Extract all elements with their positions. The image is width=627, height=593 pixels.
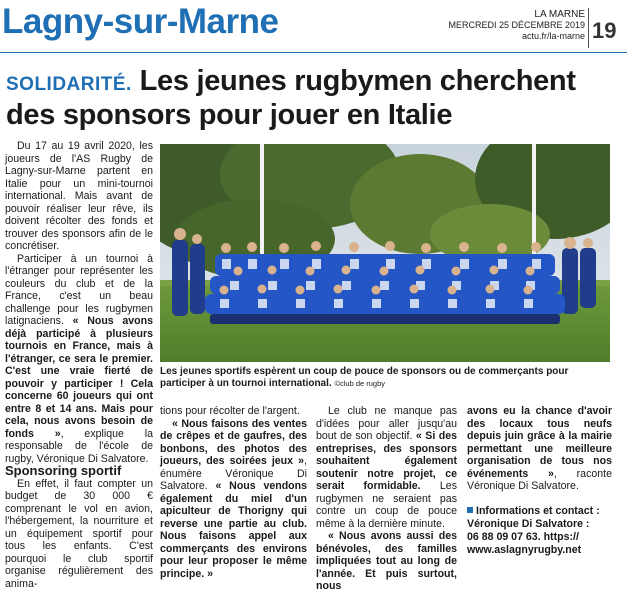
bullet-square-icon [467, 507, 473, 513]
article-headline [6, 66, 624, 131]
paragraph-volunteers [316, 530, 457, 593]
article-column-2 [160, 405, 307, 580]
contact-website: www.aslagnyrugby.net [467, 543, 582, 556]
article-title: Les jeunes rugbymen cherchent des sponsors pour jouer en Italie [6, 65, 576, 131]
quote-text: « Nous avons aussi des bénévoles, des familles impliquées tout au long de l'année. Et puis surtout, nous [316, 530, 457, 592]
paragraph-text: , explique la responsable de l'école de rugby, Véronique Di Salvatore. [5, 427, 154, 465]
paragraph-text: , énumère Véronique Di Salvatore. [160, 455, 307, 492]
contact-label: Informations et contact : [476, 504, 600, 517]
page-number: 19 [592, 18, 617, 43]
article-column-4 [467, 405, 612, 557]
paragraph-text: Les rugbymen ne seraient pas contre un coup de pouce même à la dernière minute. [316, 480, 457, 530]
team-photo [160, 144, 610, 362]
article-column-3 [316, 405, 457, 593]
caption-text: Les jeunes sportifs espèrent un coup de pouce de sponsors ou de commerçants pour participer à un tournoi international. [160, 366, 569, 389]
quote-text: « Si des entreprises, des sponsors souhaitent également soutenir notre projet, ce serait formidable. [316, 430, 458, 492]
paragraph-ideas [316, 405, 457, 530]
contact-name: Véronique Di Salvatore : [467, 517, 590, 530]
paragraph-text: , raconte Véronique Di Salvatore. [467, 467, 612, 492]
paragraph-budget: En effet, il faut compter un budget de 30 000 € comprenant le vol en avion, l'hébergement, la nourriture et un équipement sportif pour tous les enfants. C'est pourquoi le club sportif organise régulièrement des anima- [5, 477, 153, 590]
quote-text: « Nous vendons également du miel d'un apiculteur de Thorigny qui reverse une partie au club. Nous faisons appel aux commerçants des environs pour leur proposer le même principe. » [160, 480, 307, 580]
quote-text: « Nous avons déjà participé à plusieurs tournois en France, mais à l'étranger, ce sera le premier. C'est une vraie fierté de pouvoir y participer ! Cela concerne 60 joueurs qui ont entre 8 et 14 ans. Mais pour cela, nous avons besoin de fonds » [5, 315, 153, 440]
team-photo-illustration [160, 144, 610, 362]
subheading: Sponsoring sportif [5, 463, 122, 478]
paragraph-sales [160, 418, 307, 581]
article-column-1 [5, 140, 153, 590]
contact-info [467, 505, 612, 557]
quote-text: « Nous faisons des ventes de crêpes et de gaufres, des bonbons, des photos des joueurs, des soirées jeux » [160, 417, 307, 467]
quote-text: avons eu la chance d'avoir des locaux tous neufs depuis juin grâce à la mairie permettant une meilleure organisation de tous nos événements » [467, 405, 612, 480]
paper-name: LA MARNE [534, 9, 585, 20]
paragraph-premises [467, 405, 612, 493]
photo-caption [160, 366, 610, 390]
paragraph-text: Le club ne manque pas d'idées pour aller jusqu'au bout de son objectif. [316, 405, 457, 442]
city-heading: Lagny-sur-Marne [2, 2, 279, 41]
contact-phone: 06 88 09 07 63. https:// [467, 530, 579, 543]
intro-paragraph: Du 17 au 19 avril 2020, les joueurs de l'AS Rugby de Lagny-sur-Marne partent en Italie pour un mini-tournoi international. Mais avant de pouvoir réaliser leur rêve, ils doivent récolter des fonds et trouver des sponsors afin de le concrétiser. [5, 140, 153, 252]
photo-credit: ©club de rugby [334, 379, 386, 388]
issue-date: MERCREDI 25 DÉCEMBRE 2019 [448, 20, 585, 30]
paper-url: actu.fr/la-marne [521, 31, 585, 41]
paragraph-continued: tions pour récolter de l'argent. [160, 405, 300, 417]
paragraph-text: Participer à un tournoi à l'étranger pour représenter les couleurs du club et de la France, c'est un beau challenge pour les rugbymen latignaciens. [5, 252, 153, 327]
header-rule [0, 52, 627, 53]
header-divider [588, 8, 589, 48]
masthead-info [448, 9, 585, 42]
article-kicker: SOLIDARITÉ. [6, 74, 132, 95]
paragraph-challenge [5, 253, 153, 466]
